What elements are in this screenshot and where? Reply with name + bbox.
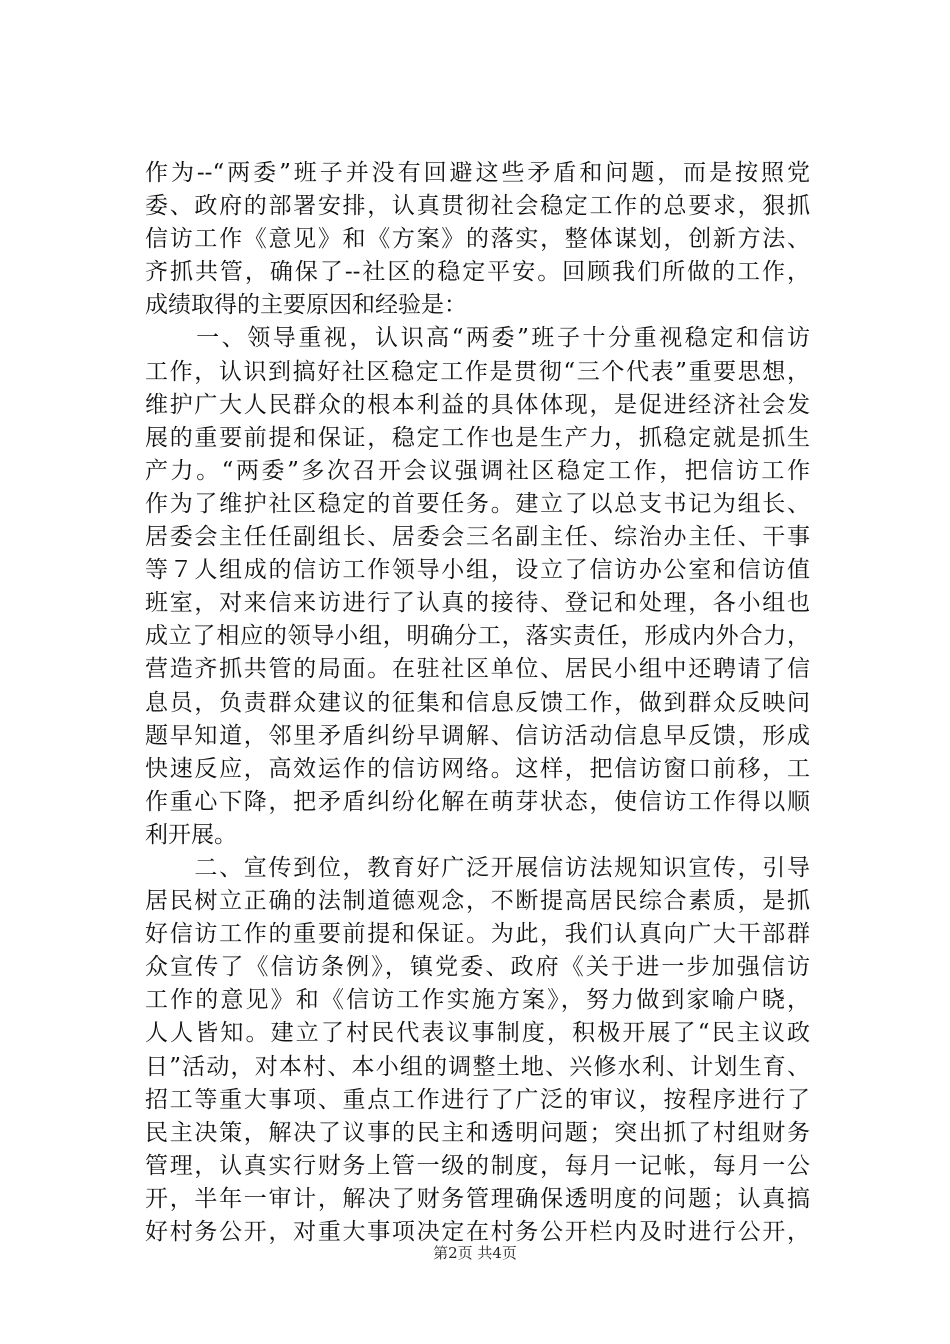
text-line: 快速反应，高效运作的信访网络。这样，把信访窗口前移，工 <box>145 755 810 782</box>
text-line: 管理，认真实行财务上管一级的制度，每月一记帐，每月一公 <box>145 1152 810 1179</box>
text-line: 开，半年一审计，解决了财务管理确保透明度的问题；认真搞 <box>145 1185 810 1212</box>
text-line: 一、领导重视，认识高“两委”班子十分重视稳定和信访 <box>145 325 810 352</box>
text-line: 成绩取得的主要原因和经验是： <box>145 292 467 319</box>
text-line: 民主决策，解决了议事的民主和透明问题；突出抓了村组财务 <box>145 1119 810 1146</box>
text-line: 作重心下降，把矛盾纠纷化解在萌芽状态，使信访工作得以顺 <box>145 788 810 815</box>
text-line: 利开展。 <box>145 821 237 848</box>
text-line: 作为--“两委”班子并没有回避这些矛盾和问题，而是按照党 <box>145 160 810 186</box>
text-line: 齐抓共管，确保了--社区的稳定平安。回顾我们所做的工作， <box>145 259 810 286</box>
text-line: 班室，对来信来访进行了认真的接待、登记和处理，各小组也 <box>145 590 810 617</box>
text-line: 等７人组成的信访工作领导小组，设立了信访办公室和信访值 <box>145 557 810 584</box>
text-line: 众宣传了《信访条例》，镇党委、政府《关于进一步加强信访 <box>145 954 810 981</box>
text-line: 展的重要前提和保证，稳定工作也是生产力，抓稳定就是抓生 <box>145 424 810 451</box>
text-line: 信访工作《意见》和《方案》的落实，整体谋划，创新方法、 <box>145 226 810 253</box>
text-line: 息员，负责群众建议的征集和信息反馈工作，做到群众反映问 <box>145 689 810 716</box>
text-line: 日”活动，对本村、本小组的调整土地、兴修水利、计划生育、 <box>145 1053 810 1080</box>
text-line: 工作的意见》和《信访工作实施方案》，努力做到家喻户晓， <box>145 987 810 1014</box>
text-line: 产力。“两委”多次召开会议强调社区稳定工作，把信访工作 <box>145 457 810 484</box>
text-line: 二、宣传到位，教育好广泛开展信访法规知识宣传，引导 <box>145 854 810 881</box>
text-line: 委、政府的部署安排，认真贯彻社会稳定工作的总要求，狠抓 <box>145 193 810 220</box>
text-line: 营造齐抓共管的局面。在驻社区单位、居民小组中还聘请了信 <box>145 656 810 683</box>
text-line: 作为了维护社区稳定的首要任务。建立了以总支书记为组长、 <box>145 490 810 517</box>
text-line: 人人皆知。建立了村民代表议事制度，积极开展了“民主议政 <box>145 1020 810 1047</box>
page-footer: 第2页 共4页 <box>433 1244 517 1262</box>
text-line: 题早知道，邻里矛盾纠纷早调解、信访活动信息早反馈，形成 <box>145 722 810 749</box>
text-line: 成立了相应的领导小组，明确分工，落实责任，形成内外合力， <box>145 623 810 650</box>
body-text <box>145 157 810 1249</box>
text-line: 居委会主任任副组长、居委会三名副主任、综治办主任、干事 <box>145 524 810 551</box>
text-line: 好村务公开，对重大事项决定在村务公开栏内及时进行公开， <box>145 1219 810 1245</box>
text-line: 工作，认识到搞好社区稳定工作是贯彻“三个代表”重要思想， <box>145 358 810 385</box>
text-line: 招工等重大事项、重点工作进行了广泛的审议，按程序进行了 <box>145 1086 810 1113</box>
text-line: 好信访工作的重要前提和保证。为此，我们认真向广大干部群 <box>145 921 810 948</box>
text-line: 居民树立正确的法制道德观念，不断提高居民综合素质，是抓 <box>145 888 810 915</box>
text-line: 维护广大人民群众的根本利益的具体体现，是促进经济社会发 <box>145 391 810 418</box>
